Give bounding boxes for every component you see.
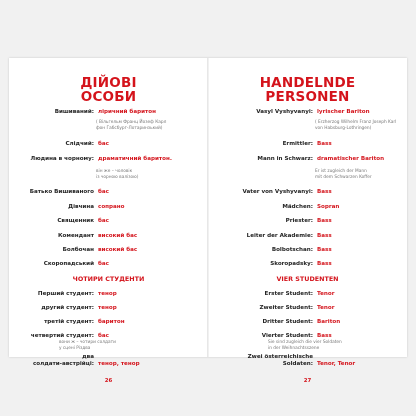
role-voice: бас — [98, 141, 109, 147]
role-name: Слідчий: — [65, 141, 94, 147]
role-row — [208, 259, 407, 269]
role-row — [208, 245, 407, 255]
role-voice: Bass — [317, 333, 332, 339]
role-voice: Bass — [317, 141, 332, 147]
students-heading: VIER STUDENTEN — [276, 275, 339, 283]
role-name: Комендант — [57, 233, 94, 239]
note-line: Sie sind zugleich die vier Soldaten — [268, 340, 342, 345]
role-name: Болбочан — [62, 247, 94, 253]
note-line: in der Weihnachtsszene — [268, 346, 320, 351]
note-line: із чорною валізою) — [96, 175, 139, 180]
note-line: вони ж – чотири солдати — [59, 340, 116, 345]
role-voice: високий бас — [98, 233, 138, 239]
role-row — [9, 216, 208, 226]
role-row — [9, 245, 208, 255]
role-name: Вишиваний: — [54, 109, 94, 115]
note-line: von Habsburg-Lothringen) — [315, 126, 372, 131]
role-name: Ermittler: — [282, 141, 313, 147]
role-voice: Bariton — [317, 319, 341, 325]
role-row — [208, 139, 407, 149]
right-page — [208, 58, 407, 357]
role-voice: тенор — [98, 291, 117, 297]
role-voice: драматичний баритон. — [98, 156, 172, 162]
role-row — [208, 154, 407, 164]
heading-line: PERSONEN — [265, 89, 350, 105]
role-voice: високий бас — [98, 247, 138, 253]
role-name: Skoropadsky: — [270, 261, 313, 267]
role-row — [208, 107, 407, 117]
role-voice: баритон — [98, 319, 125, 325]
role-name: Zweiter Student: — [259, 305, 313, 311]
last-role-name — [248, 354, 313, 368]
spread-footer — [9, 340, 407, 406]
role-voice: lyrischer Bariton — [317, 109, 370, 115]
role-row — [9, 259, 208, 269]
role-name: Vater von Vyshyvanyi: — [242, 189, 313, 195]
left-page — [9, 58, 208, 357]
role-row — [208, 303, 407, 313]
role-name: четвертий студент: — [30, 333, 94, 339]
students-note — [268, 340, 342, 352]
role-voice: бас — [98, 189, 109, 195]
role-voice: dramatischer Bariton — [317, 156, 385, 162]
role-voice: Tenor — [317, 291, 335, 297]
role-name: Vierter Student: — [261, 333, 313, 339]
page-number: 27 — [303, 378, 312, 384]
note-line: mit dem Schwarzen Koffer — [315, 175, 372, 180]
name-line: Soldaten: — [282, 361, 313, 367]
role-name: Priester: — [285, 218, 313, 224]
role-voice: бас — [98, 333, 109, 339]
role-voice: Sopran — [317, 204, 340, 210]
heading-line: ДІЙОВІ — [80, 75, 137, 91]
role-note — [315, 120, 416, 132]
left-footer — [9, 340, 208, 406]
role-voice: Bass — [317, 261, 332, 267]
role-voice: бас — [98, 218, 109, 224]
note-line: фон Габсбург-Лотаринзький) — [96, 126, 163, 131]
role-name: Дівчина — [68, 204, 94, 210]
role-name: Bolbotschan: — [271, 247, 313, 253]
last-role-name — [33, 354, 94, 368]
role-name: Скоропадський — [43, 261, 94, 267]
note-line: він же – чоловік — [96, 169, 133, 174]
name-line: солдати-австрійці: — [32, 361, 94, 367]
role-row — [208, 187, 407, 197]
role-row — [9, 289, 208, 299]
role-voice: Bass — [317, 218, 332, 224]
students-note — [59, 340, 116, 352]
role-voice: бас — [98, 261, 109, 267]
heading-line: ОСОБИ — [80, 89, 137, 105]
note-line: у сцені Різдва — [59, 346, 91, 351]
page-number: 26 — [104, 378, 113, 384]
right-footer — [208, 340, 407, 406]
role-row — [208, 289, 407, 299]
role-row — [208, 202, 407, 212]
role-row — [9, 187, 208, 197]
role-name: Dritter Student: — [262, 319, 313, 325]
role-row — [208, 231, 407, 241]
role-voice: Bass — [317, 247, 332, 253]
role-name: другий студент: — [41, 305, 94, 311]
role-row — [9, 202, 208, 212]
role-voice: Bass — [317, 233, 332, 239]
role-name: Mann in Schwarz: — [257, 156, 313, 162]
heading-line: HANDELNDE — [259, 75, 356, 91]
name-line: два — [82, 354, 94, 360]
last-role-voice: Tenor, Tenor — [317, 361, 356, 367]
role-voice: Tenor — [317, 305, 335, 311]
left-page-heading — [9, 76, 208, 104]
right-page-heading — [208, 76, 407, 104]
role-note — [315, 169, 416, 181]
students-heading: ЧОТИРИ СТУДЕНТИ — [72, 275, 145, 283]
role-row — [9, 139, 208, 149]
role-voice: тенор — [98, 305, 117, 311]
note-line: ( Вільгельм Франц Йозеф Карл — [96, 120, 167, 125]
role-name: Священник — [57, 218, 94, 224]
role-row — [9, 303, 208, 313]
role-row — [208, 216, 407, 226]
role-name: третій студент: — [44, 319, 94, 325]
role-voice: сопрано — [98, 204, 125, 210]
last-role-voice: тенор, тенор — [98, 361, 140, 367]
role-voice: Bass — [317, 189, 332, 195]
role-name: Перший студент: — [37, 291, 94, 297]
role-name: Erster Student: — [264, 291, 313, 297]
book-spread — [9, 58, 407, 357]
role-name: Батько Вишиваного — [29, 189, 94, 195]
role-row — [9, 154, 208, 164]
role-name: Leiter der Akademie: — [246, 233, 313, 239]
role-row — [9, 231, 208, 241]
note-line: ( Erzherzog Wilhelm Franz Joseph Karl — [315, 120, 397, 125]
role-name: Людина в чорному: — [30, 156, 94, 162]
name-line: Zwei österreichische — [247, 354, 313, 360]
role-name: Vasyl Vyshyvanyi: — [256, 109, 313, 115]
role-voice: ліричний баритон — [98, 109, 156, 115]
role-row — [9, 107, 208, 117]
note-line: Er ist zugleich der Mann — [315, 169, 367, 174]
role-name: Mädchen: — [282, 204, 313, 210]
